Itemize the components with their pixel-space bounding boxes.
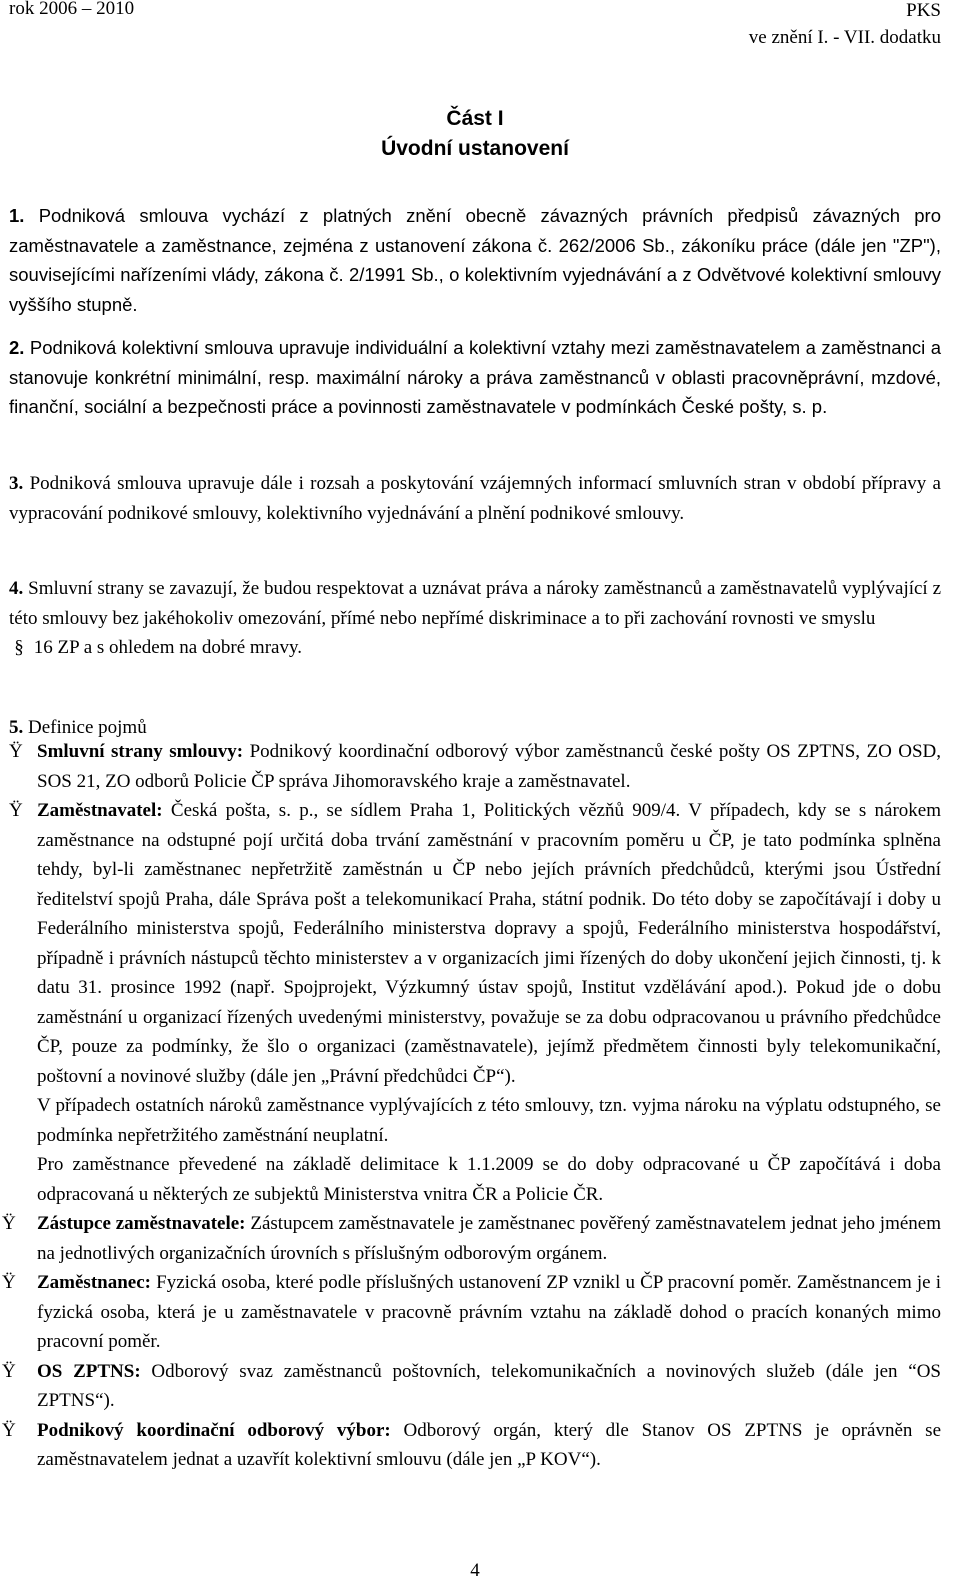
- definitions-list: [2, 737, 942, 1475]
- paragraph-3-number: 3.: [9, 473, 24, 494]
- header-doc-name: PKS: [906, 0, 941, 21]
- paragraph-4-text: Smluvní strany se zavazují, že budou respektovat a uznávat práva a nároky zaměstnanců a zaměstnavatelů vyplývající z této smlouvy bez jakéhokoliv omezování, přímé nebo nepřímé diskriminace a to při zachování rovnosti ve smyslu: [9, 578, 942, 629]
- paragraph-4-number: 4.: [9, 578, 24, 599]
- header-amendments: ve znění I. - VII. dodatku: [748, 27, 941, 48]
- bullet-icon: Ÿ: [9, 741, 23, 762]
- paragraph-2: [9, 333, 941, 422]
- paragraph-2-number: 2.: [9, 337, 25, 358]
- definition-text: Odborový svaz zaměstnanců poštovních, telekomunikačních a novinových služeb (dále jen “OS ZPTNS“).: [37, 1360, 941, 1411]
- definition-term: Zaměstnanec:: [37, 1272, 151, 1293]
- paragraph-1-text: Podniková smlouva vychází z platných znění obecně závazných právních předpisů závazných pro zaměstnavatele a zaměstnance, zejména z ustanovení zákona č. 262/2006 Sb., zákoníku práce (dále jen "ZP"), souvisejícími nařízeními vlády, zákona č. 2/1991 Sb., o kolektivním vyjednávání a z Odvětvové kolektivní smlouvy vyššího stupně.: [9, 205, 941, 315]
- definition-text: Zástupcem zaměstnavatele je zaměstnanec pověřený zaměstnavatelem jednat jeho jménem na jednotlivých organizačních úrovních s příslušným odborovým orgánem.: [37, 1213, 942, 1264]
- paragraph-4: [9, 574, 941, 663]
- paragraph-1-number: 1.: [9, 205, 25, 226]
- definition-text-continued: Pro zaměstnance převedené na základě delimitace k 1.1.2009 se do doby odpracované u ČP započítává i doba odpracovaná u některých ze subjektů Ministerstva vnitra ČR a Policie ČR.: [37, 1154, 941, 1205]
- definition-term: Zástupce zaměstnavatele:: [37, 1213, 246, 1234]
- definition-term: Podnikový koordinační odborový výbor:: [37, 1419, 391, 1441]
- definition-item: [2, 1357, 941, 1416]
- bullet-icon: Ÿ: [2, 1419, 16, 1441]
- paragraph-3: [9, 469, 941, 528]
- section-number: Část I: [446, 107, 504, 130]
- section-title: [9, 104, 941, 164]
- bullet-icon: Ÿ: [9, 800, 23, 821]
- bullet-icon: Ÿ: [2, 1360, 16, 1382]
- definition-text: Česká pošta, s. p., se sídlem Praha 1, Politických vězňů 909/4. V případech, kdy se s nárokem zaměstnance na odstupné pojí určitá doba trvání zaměstnání v pracovním poměru u ČP, je tato podmínka splněna tehdy, byl-li zaměstnanec nepřetržitě zaměstnán u ČP nebo jejích právních předchůdců, kterými jsou Ústřední ředitelství spojů Praha, dále Správa pošt a telekomunikací Praha, státní podnik. Do této doby se započítávají i doby u Federálního ministerstva spojů, Federálního ministerstva dopravy a spojů, Federálního ministerstva hospodářství, případně i právních nástupců těchto ministerstev a v organizacích jimi řízených do doby ukončení jejich činnosti, tj. k datu 31. prosince 1992 (např. Spojprojekt, Výzkumný ústav spojů, Institut vzdělávání apod.). Pokud jde o dobu zaměstnání u organizací řízených uvedenými ministerstvy, považuje se za dobu odpracovanou u právního předchůdce ČP, pouze za podmínky, že šlo o organizaci (zaměstnavatele), jejímž předmětem činnosti byly telekomunikační, poštovní a novinové služby (dále jen „Právní předchůdci ČP“).: [37, 800, 942, 1087]
- definition-text-continued: V případech ostatních nároků zaměstnance vyplývajících z této smlouvy, tzn. vyjma nároku na výplatu odstupného, se podmínka nepřetržitého zaměstnání neuplatní.: [37, 1095, 941, 1146]
- definition-term: Zaměstnavatel:: [37, 800, 163, 821]
- definition-item: [9, 737, 941, 796]
- page-number: 4: [470, 1560, 480, 1581]
- definition-text: Podnikový koordinační odborový výbor zaměstnanců české pošty OS ZPTNS, ZO OSD, SOS 21, ZO odborů Policie ČP správa Jihomoravského kraje a zaměstnavatel.: [37, 741, 941, 792]
- paragraph-1: [9, 201, 941, 319]
- paragraph-5-number: 5.: [9, 717, 24, 738]
- definition-item: [2, 1268, 942, 1357]
- paragraph-5-text: Definice pojmů: [28, 717, 147, 738]
- definition-term: OS ZPTNS:: [37, 1360, 141, 1382]
- bullet-icon: Ÿ: [2, 1272, 16, 1293]
- bullet-icon: Ÿ: [2, 1213, 16, 1234]
- paragraph-2-text: Podniková kolektivní smlouva upravuje individuální a kolektivní vztahy mezi zaměstnavatelem a zaměstnanci a stanovuje konkrétní minimální, resp. maximální nároky a práva zaměstnanců v oblasti pracovněprávní, mzdové, finanční, sociální a bezpečnosti práce a povinnosti zaměstnavatele v podmínkách České pošty, s. p.: [9, 337, 941, 417]
- definition-text: Fyzická osoba, které podle příslušných ustanovení ZP vznikl u ČP pracovní poměr. Zaměstnancem je i fyzická osoba, která je u zaměstnavatele v pracovně právním vztahu na základě dohod o pracích konaných mimo pracovní poměr.: [37, 1272, 942, 1352]
- definition-item: [2, 1416, 941, 1475]
- header-document-info: [749, 0, 941, 51]
- definition-text: Odborový orgán, který dle Stanov OS ZPTNS je oprávněn se zaměstnavatelem jednat a uzavřít kolektivní smlouvu (dále jen „P KOV“).: [37, 1419, 941, 1470]
- definition-term: Smluvní strany smlouvy:: [37, 741, 244, 762]
- paragraph-3-text: Podniková smlouva upravuje dále i rozsah a poskytování vzájemných informací smluvních stran v období přípravy a vypracování podnikové smlouvy, kolektivního vyjednávání a plnění podnikové smlouvy.: [9, 473, 941, 524]
- section-heading: Úvodní ustanovení: [381, 137, 569, 160]
- definition-item: [2, 1209, 942, 1268]
- document-page: [2, 0, 942, 1595]
- definition-item: [9, 796, 941, 1209]
- paragraph-4-line2: 16 ZP a s ohledem na dobré mravy.: [33, 637, 302, 658]
- section-sign-icon: §: [14, 637, 24, 658]
- header-period: rok 2006 – 2010: [9, 0, 135, 19]
